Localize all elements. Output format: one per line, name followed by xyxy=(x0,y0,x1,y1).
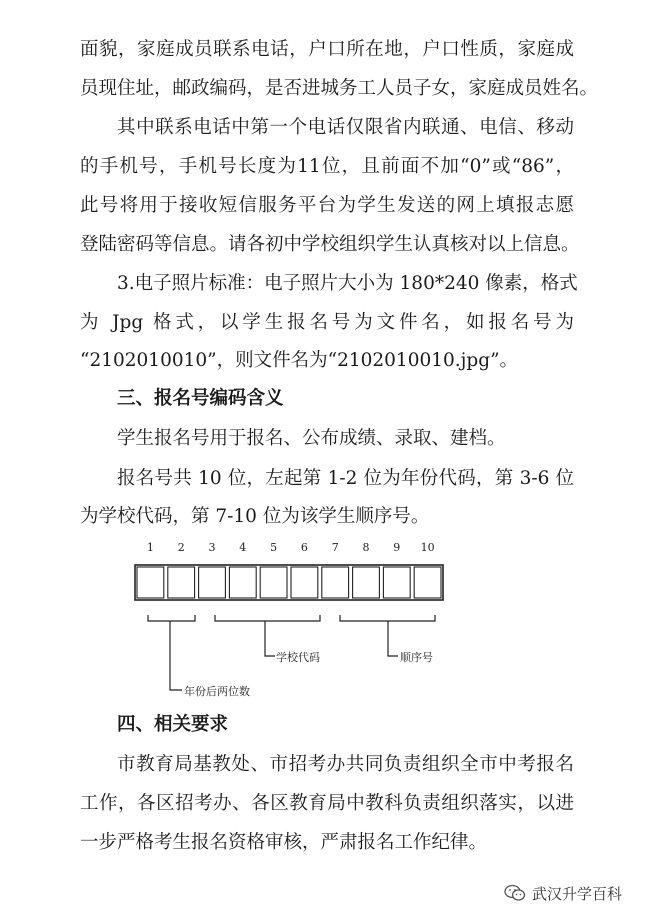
text-line: 市教育局基教处、市招考办共同负责组织全市中考报名 xyxy=(117,754,574,775)
digit-labels xyxy=(147,541,435,554)
digit-label: 1 xyxy=(146,541,154,554)
digit-label: 6 xyxy=(300,541,308,554)
text-line: 此号将用于接收短信服务平台为学生发送的网上填报志愿 xyxy=(80,195,574,216)
bracket-year xyxy=(148,615,195,621)
digit-cells xyxy=(137,567,441,598)
section-heading: 四、相关要求 xyxy=(117,714,229,735)
label-order-number: 顺序号 xyxy=(400,651,433,664)
digit-label: 4 xyxy=(239,541,247,554)
connector-order xyxy=(388,621,398,656)
digit-cell xyxy=(414,567,441,598)
text-line: “2102010010”，则文件名为“2102010010.jpg”。 xyxy=(80,350,519,371)
connector-school xyxy=(265,621,275,656)
text-line: 3.电子照片标准：电子照片大小为 180*240 像素，格式 xyxy=(117,273,578,294)
digit-label: 9 xyxy=(393,541,401,554)
digit-cell xyxy=(353,567,380,598)
connector-year xyxy=(170,621,182,690)
digit-label: 5 xyxy=(270,541,278,554)
wechat-icon xyxy=(504,884,526,902)
digit-cell xyxy=(260,567,287,598)
text-line: 为 Jpg 格式，以学生报名号为文件名，如报名号为 xyxy=(80,312,574,333)
text-line: 员现住址，邮政编码，是否进城务工人员子女，家庭成员姓名。 xyxy=(80,78,599,99)
text-line: 一步严格考生报名资格审核，严肃报名工作纪律。 xyxy=(80,832,488,853)
digit-cell xyxy=(322,567,349,598)
text-line: 报名号共 10 位，左起第 1-2 位为年份代码，第 3-6 位 xyxy=(117,468,574,489)
text-line: 学生报名号用于报名、公布成绩、录取、建档。 xyxy=(117,428,506,449)
watermark xyxy=(504,881,622,905)
text-line: 其中联系电话中第一个电话仅限省内联通、电信、移动 xyxy=(117,117,574,138)
digit-cell xyxy=(229,567,256,598)
digit-box-outer xyxy=(135,565,443,600)
bracket-school xyxy=(215,615,320,621)
digit-label: 8 xyxy=(362,541,370,554)
digit-cell xyxy=(383,567,410,598)
digit-label: 10 xyxy=(420,541,435,554)
bracket-order xyxy=(340,615,435,621)
text-line: 工作，各区招考办、各区教育局中教科负责组织落实，以进 xyxy=(80,793,574,814)
text-line: 为学校代码，第 7-10 位为该学生顺序号。 xyxy=(80,506,430,527)
digit-label: 7 xyxy=(331,541,339,554)
digit-label: 2 xyxy=(177,541,185,554)
text-line: 面貌，家庭成员联系电话，户口所在地，户口性质，家庭成 xyxy=(80,39,574,60)
label-year-digits: 年份后两位数 xyxy=(184,685,250,698)
registration-number-diagram xyxy=(130,535,460,710)
text-line: 的手机号，手机号长度为11位，且前面不加“0”或“86”， xyxy=(80,156,574,177)
label-school-code: 学校代码 xyxy=(276,651,320,664)
watermark-text: 武汉升学百科 xyxy=(531,884,622,903)
digit-cell xyxy=(291,567,318,598)
digit-cell xyxy=(199,567,226,598)
digit-cell xyxy=(137,567,164,598)
digit-label: 3 xyxy=(208,541,216,554)
text-line: 登陆密码等信息。请各初中学校组织学生认真核对以上信息。 xyxy=(80,234,580,255)
section-heading: 三、报名号编码含义 xyxy=(117,388,284,409)
digit-cell xyxy=(168,567,195,598)
